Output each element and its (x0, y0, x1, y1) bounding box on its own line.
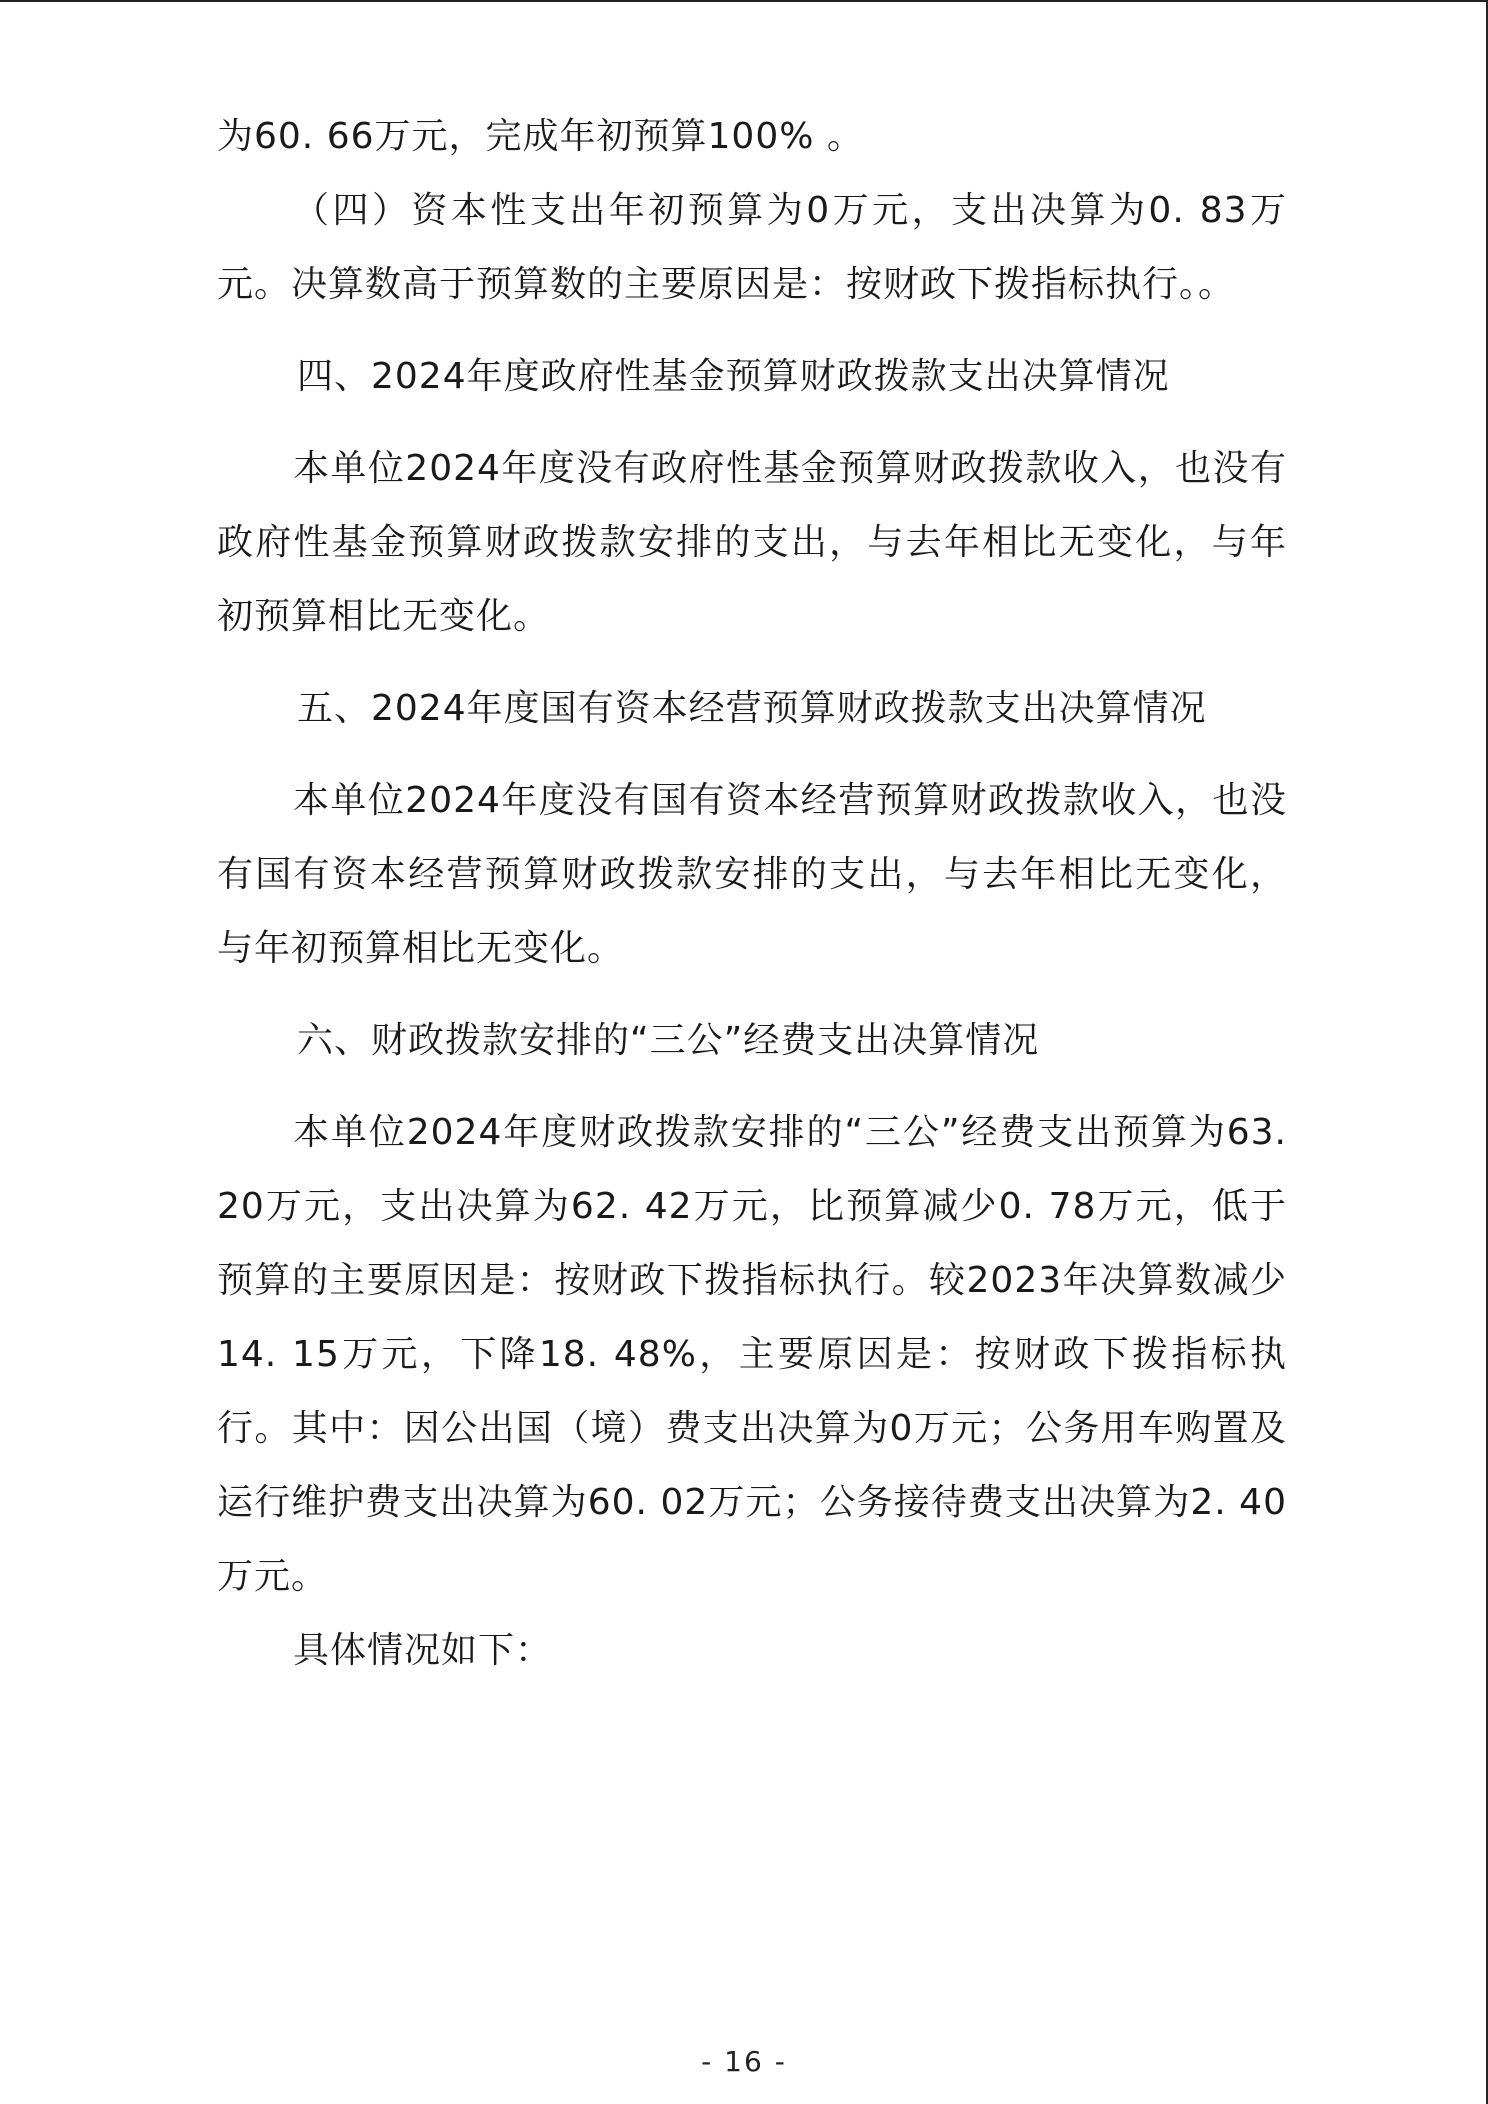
paragraph-state-capital: 本单位2024年度没有国有资本经营预算财政拨款收入，也没有国有资本经营预算财政拨款安排的支出，与去年相比无变化，与年初预算相比无变化。 (217, 780, 1287, 969)
paragraph-three-public-expenses: 本单位2024年度财政拨款安排的“三公”经费支出预算为63. 20万元，支出决算为62. 42万元，比预算减少0. 78万元，低于预算的主要原因是：按财政下拨指标执行。较2023年决算数减少14. 15万元，下降18. 48%，主要原因是：按财政下拨指标执行。其中：因公出国（境）费支出决算为0万元；公务用车购置及运行维护费支出决算为60. 02万元；公务接待费支出决算为2. 40万元。 (217, 1112, 1287, 1597)
document-body (217, 100, 1287, 1688)
paragraph-government-fund: 本单位2024年度没有政府性基金预算财政拨款收入，也没有政府性基金预算财政拨款安排的支出，与去年相比无变化，与年初预算相比无变化。 (217, 448, 1287, 637)
section-heading-4: 四、2024年度政府性基金预算财政拨款支出决算情况 (297, 356, 1170, 397)
page-number: - 16 - (701, 2045, 787, 2078)
section-heading-5: 五、2024年度国有资本经营预算财政拨款支出决算情况 (297, 688, 1207, 729)
paragraph-capital-expenditure: （四）资本性支出年初预算为0万元，支出决算为0. 83万元。决算数高于预算数的主要原因是：按财政下拨指标执行。。 (217, 190, 1287, 305)
paragraph-details-intro: 具体情况如下： (293, 1630, 553, 1671)
section-heading-6: 六、财政拨款安排的“三公”经费支出决算情况 (297, 1020, 1040, 1061)
paragraph-continuation: 为60. 66万元，完成年初预算100% 。 (217, 116, 864, 157)
